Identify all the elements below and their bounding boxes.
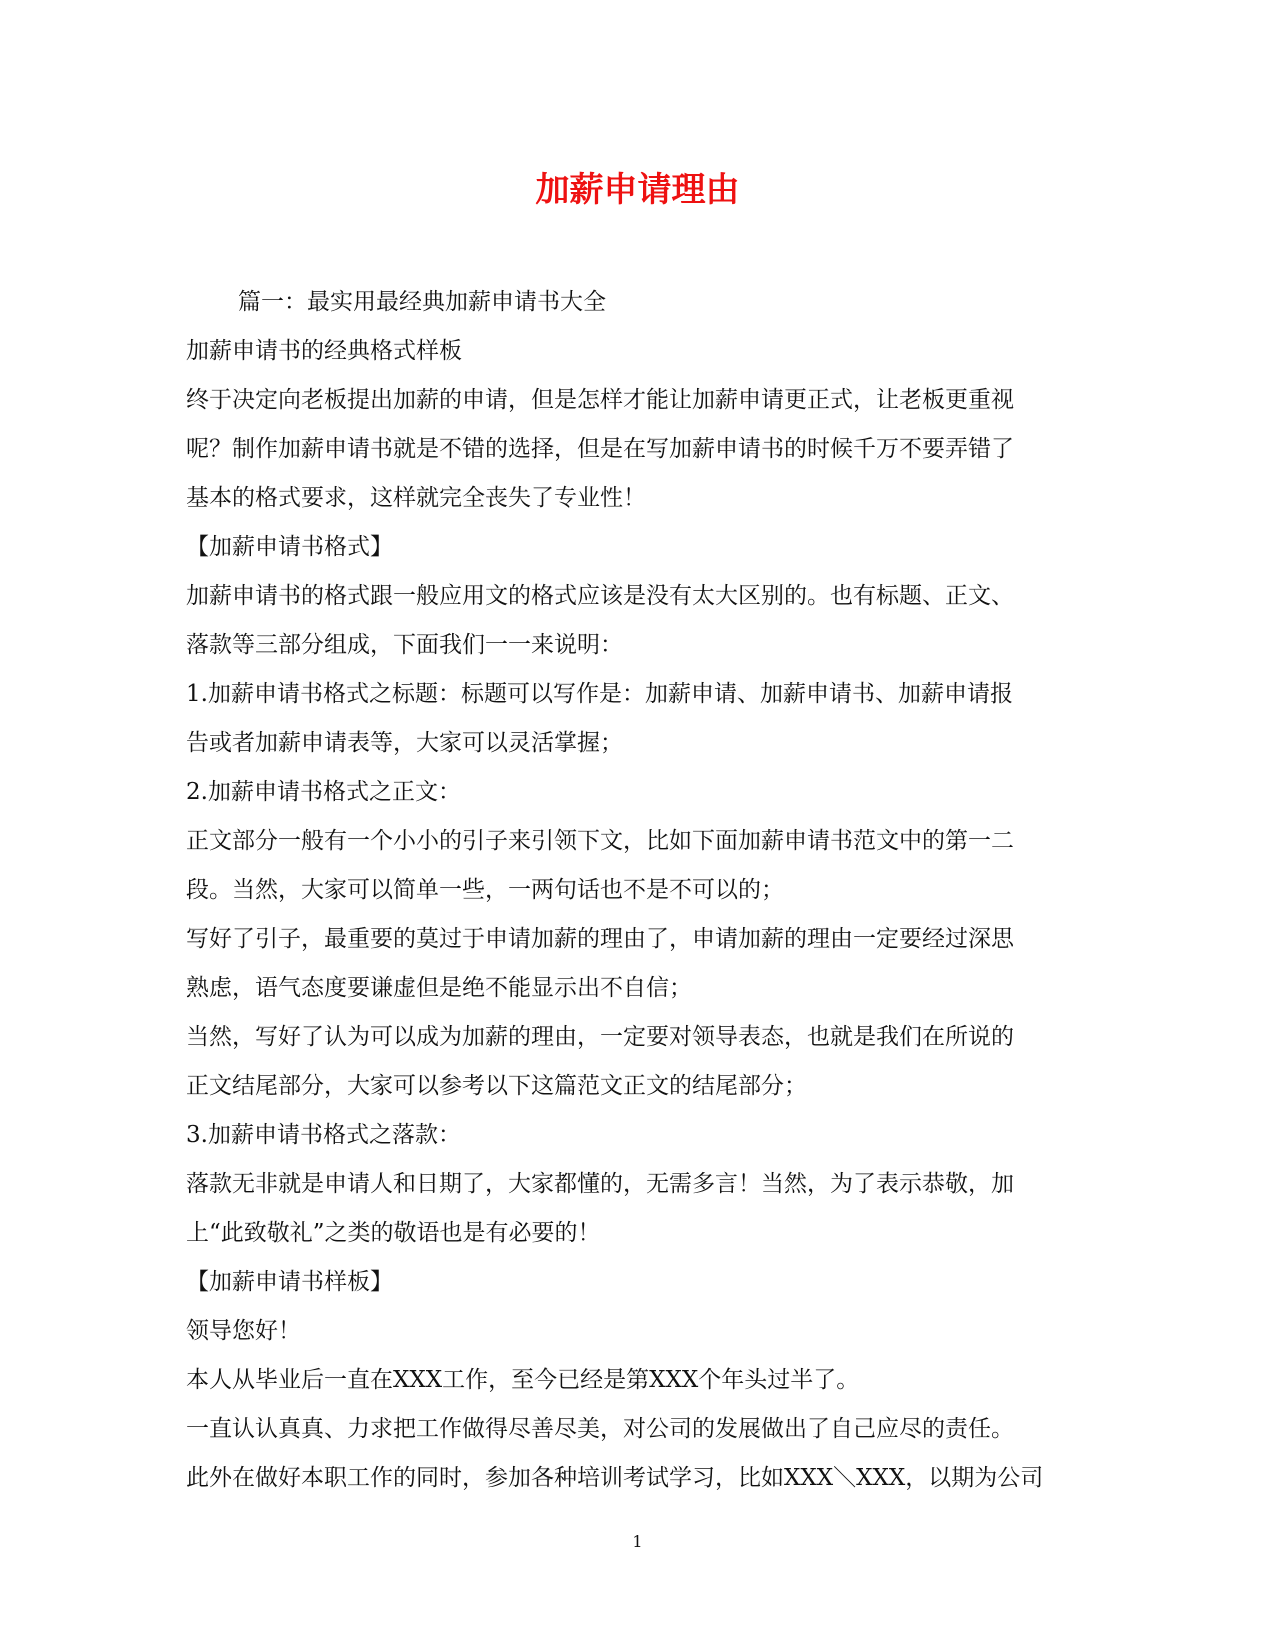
body-line-16: 当然，写好了认为可以成为加薪的理由，一定要对领导表态，也就是我们在所说的 <box>186 1024 1014 1050</box>
body-line-8: 落款等三部分组成，下面我们一一来说明： <box>186 632 623 658</box>
body-line-25: 此外在做好本职工作的同时，参加各种培训考试学习，比如XXX＼XXX，以期为公司 <box>186 1465 1044 1491</box>
body-line-10: 告或者加薪申请表等，大家可以灵活掌握； <box>186 730 623 756</box>
body-line-12: 正文部分一般有一个小小的引子来引领下文，比如下面加薪申请书范文中的第一二 <box>186 828 1014 854</box>
body-line-14: 写好了引子，最重要的莫过于申请加薪的理由了，申请加薪的理由一定要经过深思 <box>186 926 1014 952</box>
body-line-13: 段。当然，大家可以简单一些，一两句话也不是不可以的； <box>186 877 784 903</box>
body-line-2: 加薪申请书的经典格式样板 <box>186 338 462 364</box>
page-number: 1 <box>632 1532 643 1551</box>
body-line-4: 呢？制作加薪申请书就是不错的选择，但是在写加薪申请书的时候千万不要弄错了 <box>186 436 1014 462</box>
body-line-6: 【加薪申请书格式】 <box>186 534 393 560</box>
body-line-11: 2.加薪申请书格式之正文： <box>186 779 461 805</box>
body-line-18: 3.加薪申请书格式之落款： <box>186 1122 461 1148</box>
body-line-5: 基本的格式要求，这样就完全丧失了专业性！ <box>186 485 646 511</box>
body-line-15: 熟虑，语气态度要谦虚但是绝不能显示出不自信； <box>186 975 692 1001</box>
document-title: 加薪申请理由 <box>535 170 740 210</box>
body-line-7: 加薪申请书的格式跟一般应用文的格式应该是没有太大区别的。也有标题、正文、 <box>186 583 1014 609</box>
document-body <box>186 278 1086 1503</box>
body-line-22: 领导您好！ <box>186 1318 301 1344</box>
body-line-19: 落款无非就是申请人和日期了，大家都懂的，无需多言！当然，为了表示恭敬，加 <box>186 1171 1014 1197</box>
body-line-20: 上“此致敬礼”之类的敬语也是有必要的！ <box>186 1220 601 1246</box>
body-line-23: 本人从毕业后一直在XXX工作，至今已经是第XXX个年头过半了。 <box>186 1367 860 1393</box>
body-line-17: 正文结尾部分，大家可以参考以下这篇范文正文的结尾部分； <box>186 1073 807 1099</box>
body-line-24: 一直认认真真、力求把工作做得尽善尽美，对公司的发展做出了自己应尽的责任。 <box>186 1416 1014 1442</box>
body-line-9: 1.加薪申请书格式之标题：标题可以写作是：加薪申请、加薪申请书、加薪申请报 <box>186 681 1013 707</box>
body-line-1: 篇一：最实用最经典加薪申请书大全 <box>238 289 606 315</box>
body-line-21: 【加薪申请书样板】 <box>186 1269 393 1295</box>
body-line-3: 终于决定向老板提出加薪的申请，但是怎样才能让加薪申请更正式，让老板更重视 <box>186 387 1014 413</box>
